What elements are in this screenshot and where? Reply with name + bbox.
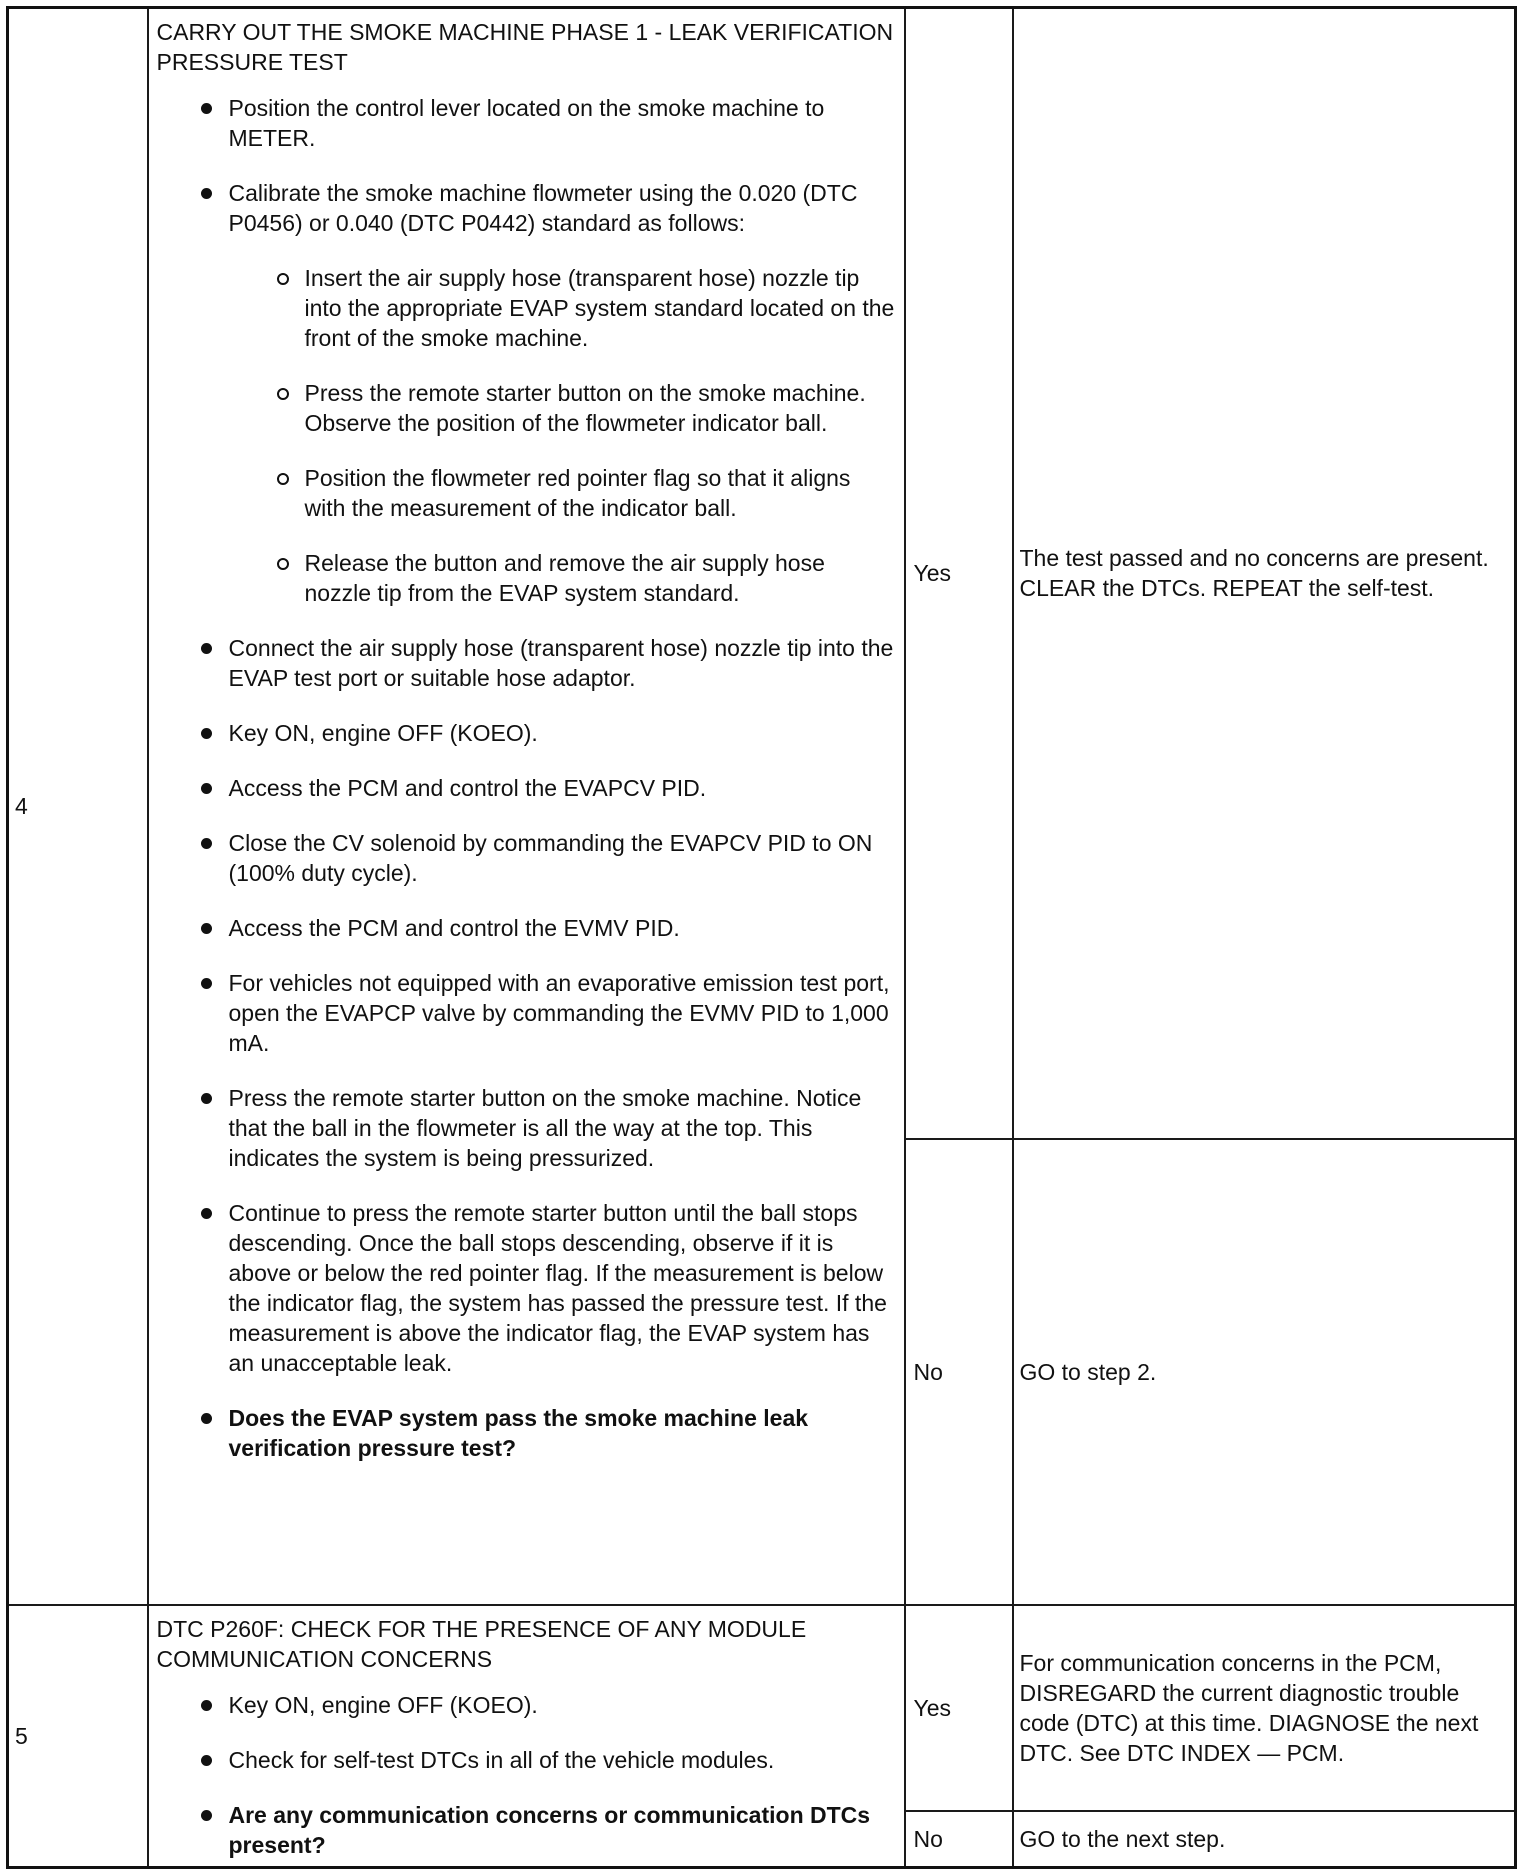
sub-list-item: Press the remote starter button on the smoke machine. Observe the position of the flowmeter indicator ball. (277, 378, 896, 438)
list-item: Continue to press the remote starter button until the ball stops descending. Once the ball stops descending, observe if it is above or below the red pointer flag. If the measurement is below the indicator flag, the system has passed the pressure test. If the measurement is above the indicator flag, the EVAP system has an unacceptable leak. (201, 1198, 896, 1378)
sub-list-item: Release the button and remove the air supply hose nozzle tip from the EVAP system standard. (277, 548, 896, 608)
step-4-yes-row (8, 8, 1516, 1139)
sub-list-item: Position the flowmeter red pointer flag so that it aligns with the measurement of the indicator ball. (277, 463, 896, 523)
yes-label: Yes (905, 8, 1013, 1139)
step-action (148, 8, 905, 1605)
step-number: 5 (8, 1605, 148, 1868)
question-item: Are any communication concerns or communication DTCs present? (201, 1800, 896, 1860)
no-result: GO to step 2. (1013, 1139, 1516, 1605)
no-label: No (905, 1811, 1013, 1867)
list-item-text: Calibrate the smoke machine flowmeter using the 0.020 (DTC P0456) or 0.040 (DTC P0442) standard as follows: (228, 180, 858, 236)
yes-result: The test passed and no concerns are present. CLEAR the DTCs. REPEAT the self-test. (1013, 8, 1516, 1139)
action-list (157, 1690, 896, 1860)
step-number: 4 (8, 8, 148, 1605)
list-item: Close the CV solenoid by commanding the EVAPCV PID to ON (100% duty cycle). (201, 828, 896, 888)
step-action (148, 1605, 905, 1868)
yes-result: For communication concerns in the PCM, DISREGARD the current diagnostic trouble code (DTC) at this time. DIAGNOSE the next DTC. See DTC INDEX — PCM. (1013, 1605, 1516, 1811)
list-item: Access the PCM and control the EVAPCV PID. (201, 773, 896, 803)
list-item: Position the control lever located on the smoke machine to METER. (201, 93, 896, 153)
step-title: DTC P260F: CHECK FOR THE PRESENCE OF ANY MODULE COMMUNICATION CONCERNS (156, 1615, 807, 1672)
list-item: Key ON, engine OFF (KOEO). (201, 1690, 896, 1720)
list-item: Press the remote starter button on the smoke machine. Notice that the ball in the flowmeter is all the way at the top. This indicates the system is being pressurized. (201, 1083, 896, 1173)
sub-list (229, 263, 896, 608)
no-result: GO to the next step. (1013, 1811, 1516, 1867)
no-label: No (905, 1139, 1013, 1605)
list-item: Key ON, engine OFF (KOEO). (201, 718, 896, 748)
diagnostic-table (6, 6, 1517, 1869)
question-item: Does the EVAP system pass the smoke machine leak verification pressure test? (201, 1403, 896, 1463)
yes-label: Yes (905, 1605, 1013, 1811)
list-item: Connect the air supply hose (transparent hose) nozzle tip into the EVAP test port or suitable hose adaptor. (201, 633, 896, 693)
sub-list-item: Insert the air supply hose (transparent hose) nozzle tip into the appropriate EVAP system standard located on the front of the smoke machine. (277, 263, 896, 353)
list-item: Access the PCM and control the EVMV PID. (201, 913, 896, 943)
list-item (201, 178, 896, 608)
step-title: CARRY OUT THE SMOKE MACHINE PHASE 1 - LEAK VERIFICATION PRESSURE TEST (156, 19, 894, 75)
list-item: For vehicles not equipped with an evaporative emission test port, open the EVAPCP valve by commanding the EVMV PID to 1,000 mA. (201, 968, 896, 1058)
list-item: Check for self-test DTCs in all of the vehicle modules. (201, 1745, 896, 1775)
step-5-yes-row (8, 1605, 1516, 1811)
action-list (157, 93, 896, 1463)
